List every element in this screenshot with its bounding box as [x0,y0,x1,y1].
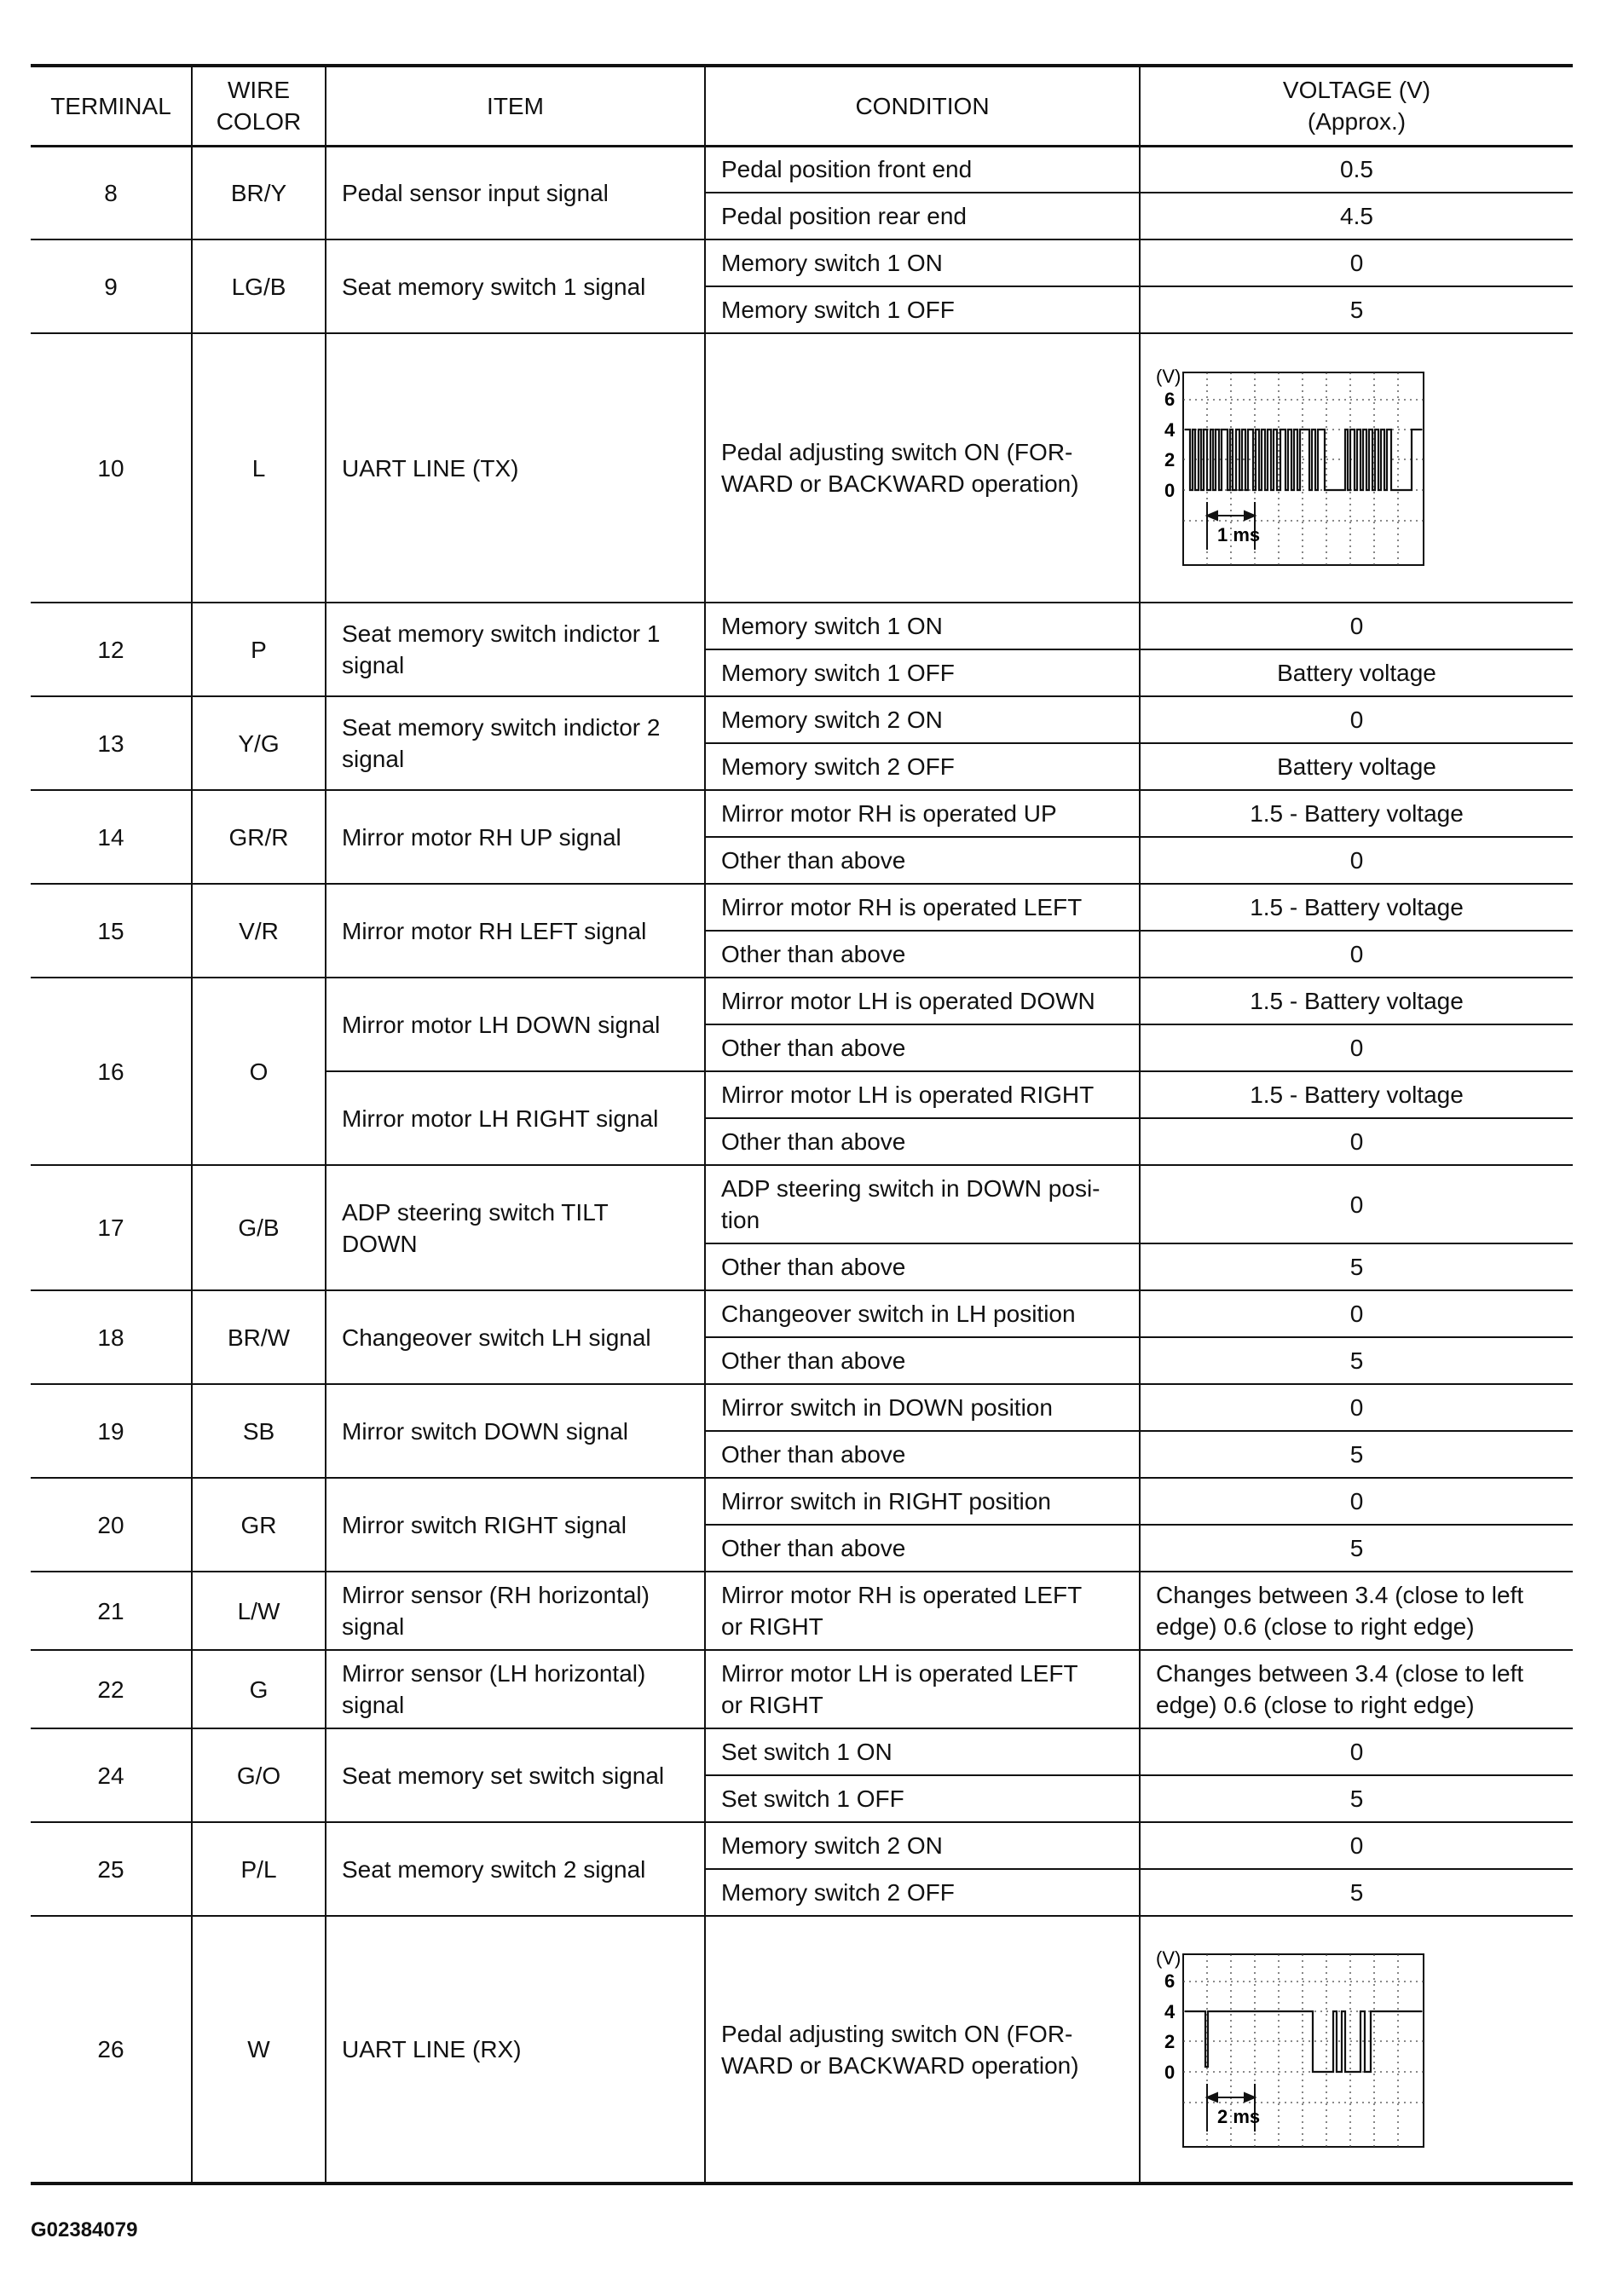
voltage-cell: 0 [1140,1384,1573,1431]
condition-cell: Changeover switch in LH position [705,1290,1140,1337]
y-tick-label: 0 [1164,480,1176,501]
table-row [31,1822,1573,1869]
terminal-cell: 13 [31,696,192,790]
y-tick-label: 0 [1164,2061,1176,2083]
terminal-cell: 14 [31,790,192,884]
condition-cell: Mirror motor LH is operated RIGHT [705,1071,1140,1118]
item-cell: Mirror motor LH RIGHT signal [326,1071,705,1165]
voltage-cell: 0 [1140,1478,1573,1525]
item-cell: Seat memory switch indictor 1 signal [326,603,705,696]
condition-cell: Pedal position rear end [705,193,1140,239]
table-row [31,884,1573,931]
condition-cell: Memory switch 2 ON [705,1822,1140,1869]
wire-color-cell: LG/B [192,239,326,333]
y-tick-label: 6 [1164,1970,1176,1992]
condition-cell: Other than above [705,837,1140,884]
terminal-cell: 26 [31,1916,192,2184]
wire-color-cell: G [192,1650,326,1728]
condition-cell: Pedal adjusting switch ON (FOR- WARD or BACKWARD operation) [705,1916,1140,2184]
terminal-cell: 25 [31,1822,192,1916]
item-cell: Mirror motor LH DOWN signal [326,978,705,1071]
y-tick-label: 4 [1164,419,1176,441]
voltage-cell: Changes between 3.4 (close to left edge) 0.6 (close to right edge) [1140,1572,1573,1650]
uart-tx-waveform [1156,366,1557,570]
condition-cell: Memory switch 1 ON [705,239,1140,286]
item-cell: Seat memory switch 1 signal [326,239,705,333]
voltage-cell: Battery voltage [1140,649,1573,696]
condition-cell: Mirror motor RH is operated LEFT or RIGHT [705,1572,1140,1650]
condition-cell: Mirror motor RH is operated UP [705,790,1140,837]
condition-cell: Memory switch 1 OFF [705,649,1140,696]
voltage-cell: 0 [1140,1118,1573,1165]
item-cell: ADP steering switch TILT DOWN [326,1165,705,1290]
wire-color-cell: Y/G [192,696,326,790]
item-cell: Seat memory set switch signal [326,1728,705,1822]
terminal-cell: 10 [31,333,192,603]
terminal-cell: 17 [31,1165,192,1290]
condition-cell: Other than above [705,931,1140,978]
voltage-cell: 4.5 [1140,193,1573,239]
y-tick-label: 2 [1164,449,1176,470]
item-cell: Mirror motor RH UP signal [326,790,705,884]
table-row [31,1728,1573,1775]
terminal-cell: 21 [31,1572,192,1650]
table-row [31,696,1573,743]
wire-color-cell: O [192,978,326,1165]
condition-cell: Other than above [705,1337,1140,1384]
y-tick-label: 6 [1164,389,1176,410]
table-row [31,978,1573,1024]
item-cell: Mirror sensor (RH horizontal) signal [326,1572,705,1650]
terminal-cell: 18 [31,1290,192,1384]
table-row [31,1384,1573,1431]
condition-cell: Pedal adjusting switch ON (FOR- WARD or BACKWARD operation) [705,333,1140,603]
terminal-voltage-sheet [31,64,1573,2185]
condition-cell: Other than above [705,1118,1140,1165]
item-cell: Mirror switch DOWN signal [326,1384,705,1478]
condition-cell: Other than above [705,1431,1140,1478]
header-terminal: TERMINAL [31,66,192,146]
voltage-cell: 0 [1140,1165,1573,1243]
condition-cell: Mirror switch in DOWN position [705,1384,1140,1431]
terminal-cell: 16 [31,978,192,1165]
voltage-cell: 0 [1140,239,1573,286]
wire-color-cell: BR/Y [192,146,326,239]
condition-cell: Memory switch 2 ON [705,696,1140,743]
item-cell: UART LINE (RX) [326,1916,705,2184]
waveform-graph [1156,366,1429,570]
table-row [31,1290,1573,1337]
condition-cell: Pedal position front end [705,146,1140,193]
y-unit-label: (V) [1156,366,1181,387]
table-row [31,239,1573,286]
terminal-table [31,64,1573,2185]
voltage-cell: 0 [1140,1822,1573,1869]
voltage-cell: 0 [1140,1290,1573,1337]
voltage-cell: Changes between 3.4 (close to left edge) 0.6 (close to right edge) [1140,1650,1573,1728]
voltage-cell: 1.5 - Battery voltage [1140,884,1573,931]
wire-color-cell: G/B [192,1165,326,1290]
table-row [31,333,1573,603]
wire-color-cell: V/R [192,884,326,978]
y-tick-label: 4 [1164,2000,1176,2022]
table-row [31,790,1573,837]
voltage-cell [1140,1916,1573,2184]
wire-color-cell: P [192,603,326,696]
condition-cell: ADP steering switch in DOWN posi- tion [705,1165,1140,1243]
voltage-cell [1140,333,1573,603]
wire-color-cell: W [192,1916,326,2184]
condition-cell: Mirror motor RH is operated LEFT [705,884,1140,931]
voltage-cell: 5 [1140,1869,1573,1916]
voltage-cell: 0 [1140,931,1573,978]
time-scale-label: 2 ms [1217,2105,1261,2127]
table-row [31,146,1573,193]
condition-cell: Set switch 1 OFF [705,1775,1140,1822]
wire-color-cell: L/W [192,1572,326,1650]
terminal-cell: 20 [31,1478,192,1572]
voltage-cell: 0 [1140,1024,1573,1071]
voltage-cell: 5 [1140,1525,1573,1572]
voltage-cell: 1.5 - Battery voltage [1140,790,1573,837]
wire-color-cell: GR [192,1478,326,1572]
voltage-cell: 0.5 [1140,146,1573,193]
wire-color-cell: BR/W [192,1290,326,1384]
header-condition: CONDITION [705,66,1140,146]
condition-cell: Memory switch 2 OFF [705,1869,1140,1916]
voltage-cell: 1.5 - Battery voltage [1140,1071,1573,1118]
header-voltage: VOLTAGE (V) (Approx.) [1140,66,1573,146]
voltage-cell: 0 [1140,837,1573,884]
header-row [31,66,1573,146]
condition-cell: Memory switch 1 ON [705,603,1140,649]
voltage-cell: 5 [1140,286,1573,333]
terminal-cell: 15 [31,884,192,978]
voltage-cell: 5 [1140,1243,1573,1290]
terminal-cell: 24 [31,1728,192,1822]
table-row [31,1572,1573,1650]
header-item: ITEM [326,66,705,146]
condition-cell: Memory switch 2 OFF [705,743,1140,790]
voltage-cell: 5 [1140,1775,1573,1822]
condition-cell: Other than above [705,1243,1140,1290]
figure-id: G02384079 [31,2218,138,2241]
voltage-cell: 0 [1140,1728,1573,1775]
item-cell: UART LINE (TX) [326,333,705,603]
uart-rx-waveform [1156,1947,1557,2152]
table-row [31,1916,1573,2184]
terminal-cell: 22 [31,1650,192,1728]
item-cell: Mirror sensor (LH horizontal) signal [326,1650,705,1728]
table-row [31,1165,1573,1243]
item-cell: Mirror motor RH LEFT signal [326,884,705,978]
voltage-cell: 5 [1140,1431,1573,1478]
y-unit-label: (V) [1156,1947,1181,1969]
condition-cell: Other than above [705,1024,1140,1071]
item-cell: Seat memory switch 2 signal [326,1822,705,1916]
terminal-cell: 9 [31,239,192,333]
wire-color-cell: L [192,333,326,603]
condition-cell: Memory switch 1 OFF [705,286,1140,333]
voltage-cell: 5 [1140,1337,1573,1384]
item-cell: Seat memory switch indictor 2 signal [326,696,705,790]
terminal-cell: 19 [31,1384,192,1478]
voltage-cell: 1.5 - Battery voltage [1140,978,1573,1024]
item-cell: Pedal sensor input signal [326,146,705,239]
condition-cell: Mirror motor LH is operated DOWN [705,978,1140,1024]
condition-cell: Other than above [705,1525,1140,1572]
wire-color-cell: SB [192,1384,326,1478]
voltage-cell: 0 [1140,696,1573,743]
wire-color-cell: P/L [192,1822,326,1916]
table-row [31,603,1573,649]
terminal-cell: 12 [31,603,192,696]
voltage-cell: Battery voltage [1140,743,1573,790]
time-scale-label: 1 ms [1217,524,1261,545]
table-row [31,1478,1573,1525]
waveform-graph [1156,1947,1429,2152]
header-wire-color: WIRE COLOR [192,66,326,146]
y-tick-label: 2 [1164,2030,1176,2052]
condition-cell: Set switch 1 ON [705,1728,1140,1775]
table-row [31,1650,1573,1728]
wire-color-cell: GR/R [192,790,326,884]
item-cell: Mirror switch RIGHT signal [326,1478,705,1572]
condition-cell: Mirror switch in RIGHT position [705,1478,1140,1525]
condition-cell: Mirror motor LH is operated LEFT or RIGHT [705,1650,1140,1728]
terminal-cell: 8 [31,146,192,239]
voltage-cell: 0 [1140,603,1573,649]
item-cell: Changeover switch LH signal [326,1290,705,1384]
wire-color-cell: G/O [192,1728,326,1822]
